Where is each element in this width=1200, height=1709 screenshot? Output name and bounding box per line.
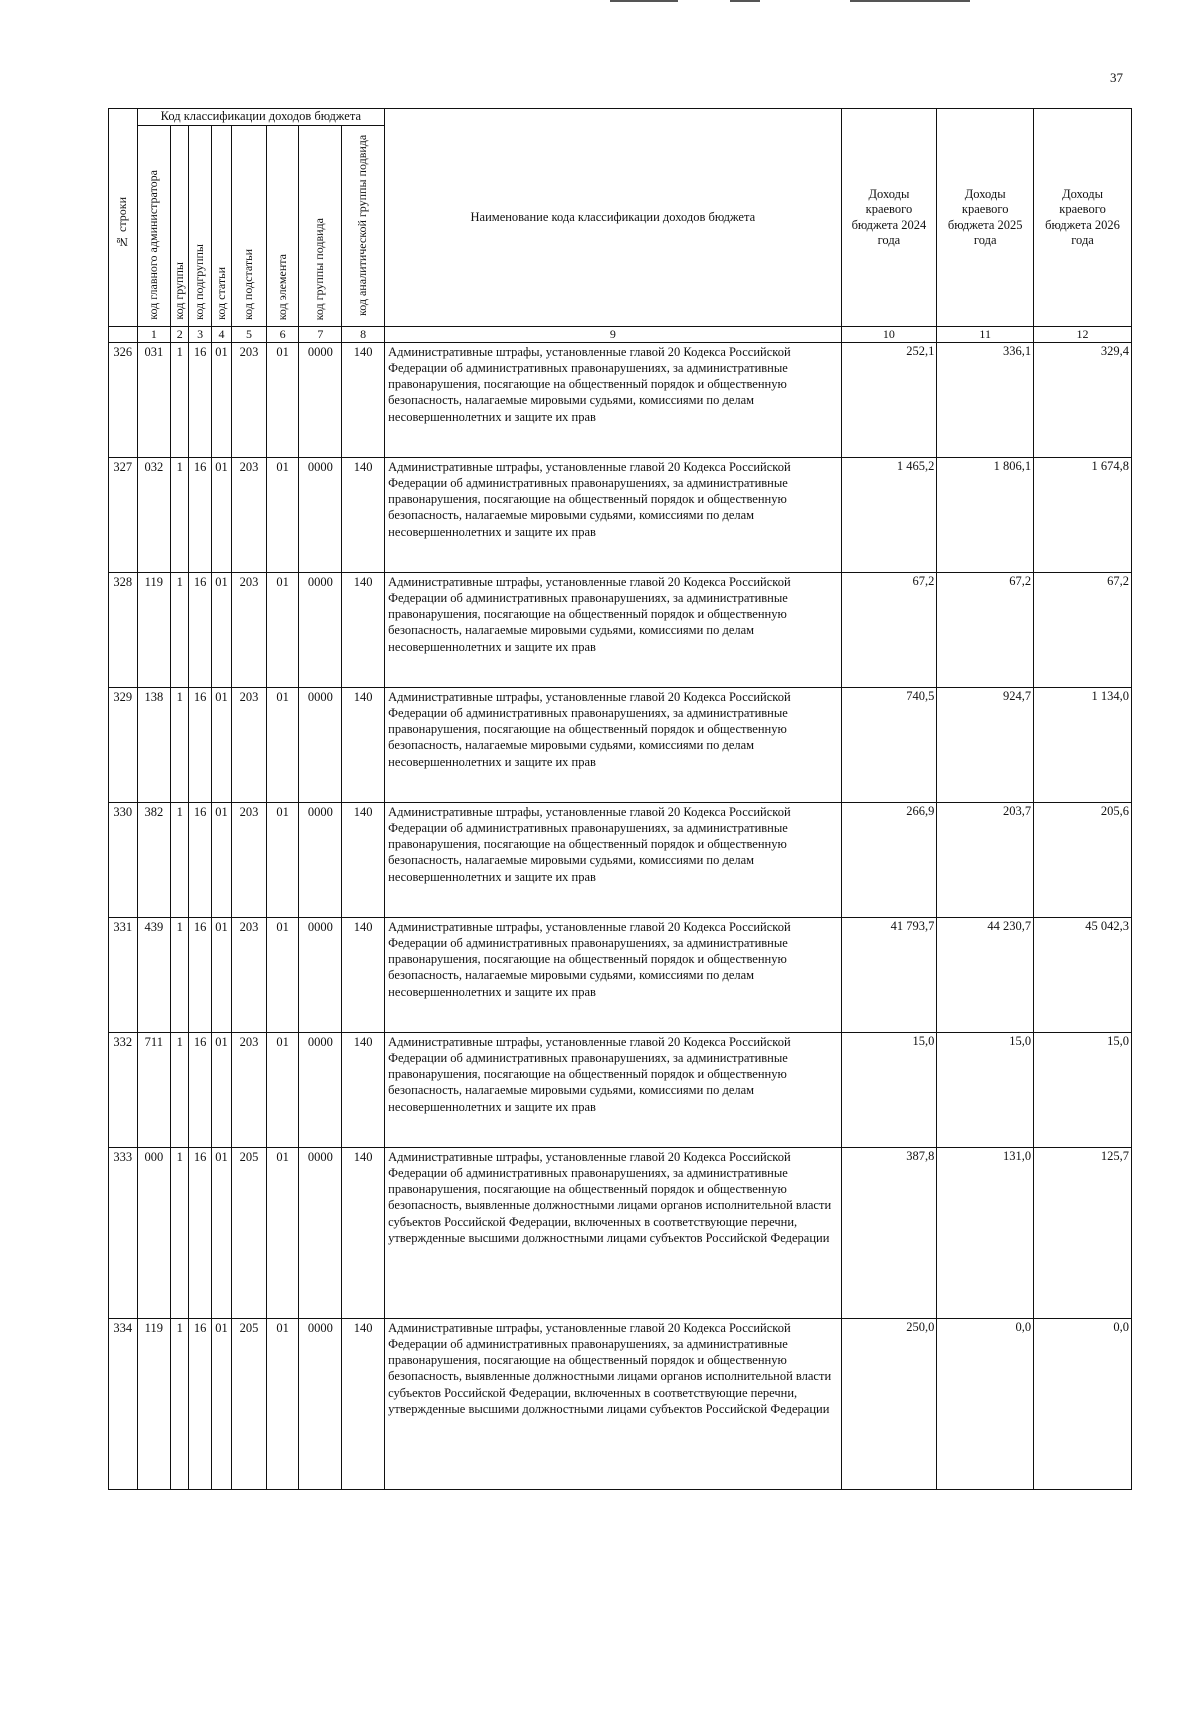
header-subgroup-code: код подгруппы [189, 126, 211, 327]
element-code-cell: 01 [266, 1032, 299, 1147]
analytic-group-code-cell: 140 [342, 1032, 385, 1147]
revenue-2026-cell: 1 674,8 [1034, 457, 1132, 572]
revenue-2025-cell: 0,0 [937, 1318, 1034, 1489]
column-number: 3 [189, 327, 211, 343]
budget-revenue-table [108, 108, 1132, 1490]
admin-code-cell: 711 [137, 1032, 171, 1147]
revenue-2024-cell: 1 465,2 [841, 457, 937, 572]
table-row [109, 1032, 1132, 1147]
subgroup-code-cell: 16 [189, 1147, 211, 1318]
admin-code-cell: 031 [137, 342, 171, 457]
header-article-code: код статьи [211, 126, 231, 327]
subtype-group-code-cell: 0000 [299, 342, 342, 457]
revenue-2026-cell: 205,6 [1034, 802, 1132, 917]
article-code-cell: 01 [211, 572, 231, 687]
element-code-cell: 01 [266, 1318, 299, 1489]
group-code-cell: 1 [171, 342, 189, 457]
header-admin-code: код главного администратора [137, 126, 171, 327]
analytic-group-code-cell: 140 [342, 917, 385, 1032]
column-number: 11 [937, 327, 1034, 343]
header-year-2026: Доходы краевого бюджета 2026 года [1034, 109, 1132, 327]
revenue-name-cell: Административные штрафы, установленные главой 20 Кодекса Российской Федерации об административных правонарушениях, за административные правонарушения, посягающие на общественный порядок и общественную безопасность, налагаемые мировыми судьями, комиссиями по делам несовершеннолетних и защите их прав [385, 802, 841, 917]
subtype-group-code-cell: 0000 [299, 457, 342, 572]
admin-code-cell: 119 [137, 1318, 171, 1489]
column-number: 6 [266, 327, 299, 343]
subgroup-code-cell: 16 [189, 687, 211, 802]
header-classification-code: Код классификации доходов бюджета [137, 109, 385, 126]
element-code-cell: 01 [266, 687, 299, 802]
subgroup-code-cell: 16 [189, 457, 211, 572]
subarticle-code-cell: 203 [232, 457, 267, 572]
column-number: 8 [342, 327, 385, 343]
revenue-2025-cell: 67,2 [937, 572, 1034, 687]
revenue-2026-cell: 15,0 [1034, 1032, 1132, 1147]
revenue-name-cell: Административные штрафы, установленные главой 20 Кодекса Российской Федерации об административных правонарушениях, за административные правонарушения, посягающие на общественный порядок и общественную безопасность, выявленные должностными лицами органов исполнительной власти субъектов Российской Федерации, включенных в соответствующие перечни, утвержденные высшими должностными лицами субъектов Российской Федерации [385, 1147, 841, 1318]
header-subarticle-code: код подстатьи [232, 126, 267, 327]
subgroup-code-cell: 16 [189, 1032, 211, 1147]
admin-code-cell: 439 [137, 917, 171, 1032]
header-group-code: код группы [171, 126, 189, 327]
article-code-cell: 01 [211, 687, 231, 802]
admin-code-cell: 032 [137, 457, 171, 572]
row-number-cell: 327 [109, 457, 138, 572]
table-row [109, 342, 1132, 457]
revenue-2024-cell: 266,9 [841, 802, 937, 917]
revenue-2024-cell: 41 793,7 [841, 917, 937, 1032]
group-code-cell: 1 [171, 1032, 189, 1147]
scan-artifact [610, 0, 678, 2]
revenue-2024-cell: 740,5 [841, 687, 937, 802]
row-number-cell: 334 [109, 1318, 138, 1489]
row-number-cell: 330 [109, 802, 138, 917]
revenue-2026-cell: 329,4 [1034, 342, 1132, 457]
revenue-2024-cell: 15,0 [841, 1032, 937, 1147]
revenue-2026-cell: 67,2 [1034, 572, 1132, 687]
column-number [109, 327, 138, 343]
table-row [109, 1318, 1132, 1489]
subarticle-code-cell: 203 [232, 687, 267, 802]
scan-artifact [730, 0, 760, 2]
revenue-2024-cell: 387,8 [841, 1147, 937, 1318]
subtype-group-code-cell: 0000 [299, 1147, 342, 1318]
header-year-2024: Доходы краевого бюджета 2024 года [841, 109, 937, 327]
subtype-group-code-cell: 0000 [299, 1318, 342, 1489]
revenue-2026-cell: 1 134,0 [1034, 687, 1132, 802]
article-code-cell: 01 [211, 1032, 231, 1147]
column-number: 12 [1034, 327, 1132, 343]
row-number-cell: 333 [109, 1147, 138, 1318]
table-row [109, 457, 1132, 572]
column-number: 10 [841, 327, 937, 343]
subarticle-code-cell: 203 [232, 342, 267, 457]
group-code-cell: 1 [171, 917, 189, 1032]
subgroup-code-cell: 16 [189, 917, 211, 1032]
article-code-cell: 01 [211, 917, 231, 1032]
row-number-cell: 328 [109, 572, 138, 687]
subarticle-code-cell: 203 [232, 917, 267, 1032]
table-row [109, 687, 1132, 802]
table-row [109, 1147, 1132, 1318]
revenue-name-cell: Административные штрафы, установленные главой 20 Кодекса Российской Федерации об административных правонарушениях, за административные правонарушения, посягающие на общественный порядок и общественную безопасность, налагаемые мировыми судьями, комиссиями по делам несовершеннолетних и защите их прав [385, 572, 841, 687]
admin-code-cell: 000 [137, 1147, 171, 1318]
element-code-cell: 01 [266, 802, 299, 917]
revenue-2025-cell: 203,7 [937, 802, 1034, 917]
analytic-group-code-cell: 140 [342, 457, 385, 572]
subtype-group-code-cell: 0000 [299, 1032, 342, 1147]
header-analytic-group-code: код аналитической группы подвида [342, 126, 385, 327]
group-code-cell: 1 [171, 1147, 189, 1318]
column-number: 1 [137, 327, 171, 343]
admin-code-cell: 382 [137, 802, 171, 917]
revenue-name-cell: Административные штрафы, установленные главой 20 Кодекса Российской Федерации об административных правонарушениях, за административные правонарушения, посягающие на общественный порядок и общественную безопасность, налагаемые мировыми судьями, комиссиями по делам несовершеннолетних и защите их прав [385, 917, 841, 1032]
admin-code-cell: 119 [137, 572, 171, 687]
revenue-2025-cell: 924,7 [937, 687, 1034, 802]
revenue-2025-cell: 131,0 [937, 1147, 1034, 1318]
element-code-cell: 01 [266, 342, 299, 457]
revenue-2025-cell: 1 806,1 [937, 457, 1034, 572]
column-number: 4 [211, 327, 231, 343]
subarticle-code-cell: 203 [232, 572, 267, 687]
article-code-cell: 01 [211, 457, 231, 572]
row-number-cell: 332 [109, 1032, 138, 1147]
revenue-2026-cell: 45 042,3 [1034, 917, 1132, 1032]
revenue-name-cell: Административные штрафы, установленные главой 20 Кодекса Российской Федерации об административных правонарушениях, за административные правонарушения, посягающие на общественный порядок и общественную безопасность, налагаемые мировыми судьями, комиссиями по делам несовершеннолетних и защите их прав [385, 342, 841, 457]
header-year-2025: Доходы краевого бюджета 2025 года [937, 109, 1034, 327]
analytic-group-code-cell: 140 [342, 802, 385, 917]
subtype-group-code-cell: 0000 [299, 687, 342, 802]
column-number: 7 [299, 327, 342, 343]
subarticle-code-cell: 205 [232, 1147, 267, 1318]
article-code-cell: 01 [211, 342, 231, 457]
column-number: 2 [171, 327, 189, 343]
header-element-code: код элемента [266, 126, 299, 327]
column-number: 5 [232, 327, 267, 343]
group-code-cell: 1 [171, 572, 189, 687]
revenue-name-cell: Административные штрафы, установленные главой 20 Кодекса Российской Федерации об административных правонарушениях, за административные правонарушения, посягающие на общественный порядок и общественную безопасность, налагаемые мировыми судьями, комиссиями по делам несовершеннолетних и защите их прав [385, 1032, 841, 1147]
scan-artifact [850, 0, 970, 2]
analytic-group-code-cell: 140 [342, 1147, 385, 1318]
subgroup-code-cell: 16 [189, 1318, 211, 1489]
header-subtype-group-code: код группы подвида [299, 126, 342, 327]
revenue-2026-cell: 0,0 [1034, 1318, 1132, 1489]
subtype-group-code-cell: 0000 [299, 802, 342, 917]
revenue-2025-cell: 44 230,7 [937, 917, 1034, 1032]
table-row [109, 802, 1132, 917]
element-code-cell: 01 [266, 1147, 299, 1318]
article-code-cell: 01 [211, 1147, 231, 1318]
column-number: 9 [385, 327, 841, 343]
revenue-2024-cell: 250,0 [841, 1318, 937, 1489]
element-code-cell: 01 [266, 917, 299, 1032]
header-name: Наименование кода классификации доходов бюджета [385, 109, 841, 327]
group-code-cell: 1 [171, 1318, 189, 1489]
revenue-name-cell: Административные штрафы, установленные главой 20 Кодекса Российской Федерации об административных правонарушениях, за административные правонарушения, посягающие на общественный порядок и общественную безопасность, налагаемые мировыми судьями, комиссиями по делам несовершеннолетних и защите их прав [385, 687, 841, 802]
page-number: 37 [1110, 70, 1123, 85]
article-code-cell: 01 [211, 1318, 231, 1489]
revenue-2024-cell: 252,1 [841, 342, 937, 457]
table-row [109, 572, 1132, 687]
analytic-group-code-cell: 140 [342, 342, 385, 457]
header-row-number: № строки [109, 109, 138, 327]
group-code-cell: 1 [171, 687, 189, 802]
table-row [109, 917, 1132, 1032]
subarticle-code-cell: 203 [232, 1032, 267, 1147]
group-code-cell: 1 [171, 457, 189, 572]
column-numbers-row [109, 327, 1132, 343]
revenue-2025-cell: 15,0 [937, 1032, 1034, 1147]
row-number-cell: 329 [109, 687, 138, 802]
row-number-cell: 326 [109, 342, 138, 457]
element-code-cell: 01 [266, 457, 299, 572]
subtype-group-code-cell: 0000 [299, 572, 342, 687]
analytic-group-code-cell: 140 [342, 687, 385, 802]
subtype-group-code-cell: 0000 [299, 917, 342, 1032]
revenue-2025-cell: 336,1 [937, 342, 1034, 457]
subarticle-code-cell: 205 [232, 1318, 267, 1489]
analytic-group-code-cell: 140 [342, 572, 385, 687]
article-code-cell: 01 [211, 802, 231, 917]
group-code-cell: 1 [171, 802, 189, 917]
revenue-name-cell: Административные штрафы, установленные главой 20 Кодекса Российской Федерации об административных правонарушениях, за административные правонарушения, посягающие на общественный порядок и общественную безопасность, налагаемые мировыми судьями, комиссиями по делам несовершеннолетних и защите их прав [385, 457, 841, 572]
revenue-2026-cell: 125,7 [1034, 1147, 1132, 1318]
revenue-2024-cell: 67,2 [841, 572, 937, 687]
subgroup-code-cell: 16 [189, 572, 211, 687]
element-code-cell: 01 [266, 572, 299, 687]
subgroup-code-cell: 16 [189, 342, 211, 457]
table-body [109, 342, 1132, 1489]
subgroup-code-cell: 16 [189, 802, 211, 917]
row-number-cell: 331 [109, 917, 138, 1032]
subarticle-code-cell: 203 [232, 802, 267, 917]
analytic-group-code-cell: 140 [342, 1318, 385, 1489]
admin-code-cell: 138 [137, 687, 171, 802]
revenue-name-cell: Административные штрафы, установленные главой 20 Кодекса Российской Федерации об административных правонарушениях, за административные правонарушения, посягающие на общественный порядок и общественную безопасность, выявленные должностными лицами органов исполнительной власти субъектов Российской Федерации, включенных в соответствующие перечни, утвержденные высшими должностными лицами субъектов Российской Федерации [385, 1318, 841, 1489]
